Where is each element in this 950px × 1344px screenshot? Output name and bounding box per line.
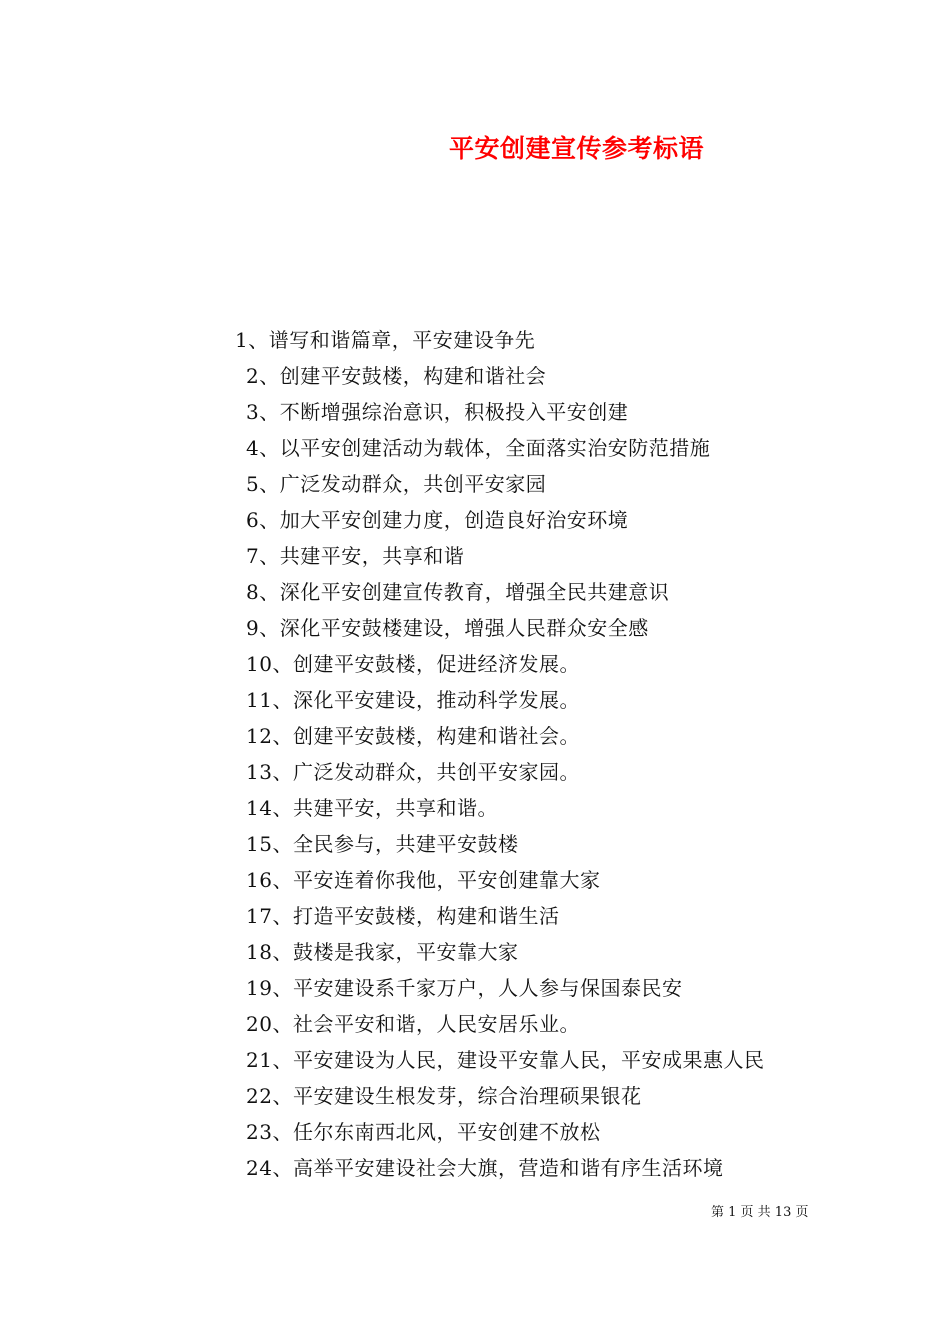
slogan-item: 1、谱写和谐篇章，平安建设争先 bbox=[235, 328, 536, 352]
slogan-item: 5、广泛发动群众，共创平安家园 bbox=[246, 472, 547, 496]
slogan-item: 3、不断增强综治意识，积极投入平安创建 bbox=[246, 400, 629, 424]
slogan-item: 8、深化平安创建宣传教育，增强全民共建意识 bbox=[246, 580, 670, 604]
slogan-item: 11、深化平安建设，推动科学发展。 bbox=[246, 688, 580, 712]
slogan-item: 9、深化平安鼓楼建设，增强人民群众安全感 bbox=[246, 616, 649, 640]
slogan-item: 18、鼓楼是我家，平安靠大家 bbox=[246, 940, 519, 964]
slogan-item: 14、共建平安，共享和谐。 bbox=[246, 796, 498, 820]
slogan-item: 17、打造平安鼓楼，构建和谐生活 bbox=[246, 904, 560, 928]
slogan-item: 4、以平安创建活动为载体，全面落实治安防范措施 bbox=[246, 436, 711, 460]
slogan-item: 7、共建平安，共享和谐 bbox=[246, 544, 465, 568]
slogan-item: 15、全民参与，共建平安鼓楼 bbox=[246, 832, 519, 856]
slogan-list bbox=[0, 322, 950, 1186]
slogan-item: 10、创建平安鼓楼，促进经济发展。 bbox=[246, 652, 580, 676]
slogan-item: 6、加大平安创建力度，创造良好治安环境 bbox=[246, 508, 629, 532]
slogan-item: 21、平安建设为人民，建设平安靠人民，平安成果惠人民 bbox=[246, 1048, 765, 1072]
slogan-item: 12、创建平安鼓楼，构建和谐社会。 bbox=[246, 724, 580, 748]
slogan-item: 24、高举平安建设社会大旗，营造和谐有序生活环境 bbox=[246, 1156, 724, 1180]
page-number-footer: 第 1 页 共 13 页 bbox=[711, 1205, 809, 1220]
slogan-item: 13、广泛发动群众，共创平安家园。 bbox=[246, 760, 580, 784]
slogan-item: 23、任尔东南西北风，平安创建不放松 bbox=[246, 1120, 601, 1144]
slogan-item: 2、创建平安鼓楼，构建和谐社会 bbox=[246, 364, 547, 388]
document-title: 平安创建宣传参考标语 bbox=[449, 134, 705, 163]
slogan-item: 20、社会平安和谐，人民安居乐业。 bbox=[246, 1012, 580, 1036]
slogan-item: 22、平安建设生根发芽，综合治理硕果银花 bbox=[246, 1084, 642, 1108]
slogan-item: 19、平安建设系千家万户，人人参与保国泰民安 bbox=[246, 976, 683, 1000]
slogan-item: 16、平安连着你我他，平安创建靠大家 bbox=[246, 868, 601, 892]
